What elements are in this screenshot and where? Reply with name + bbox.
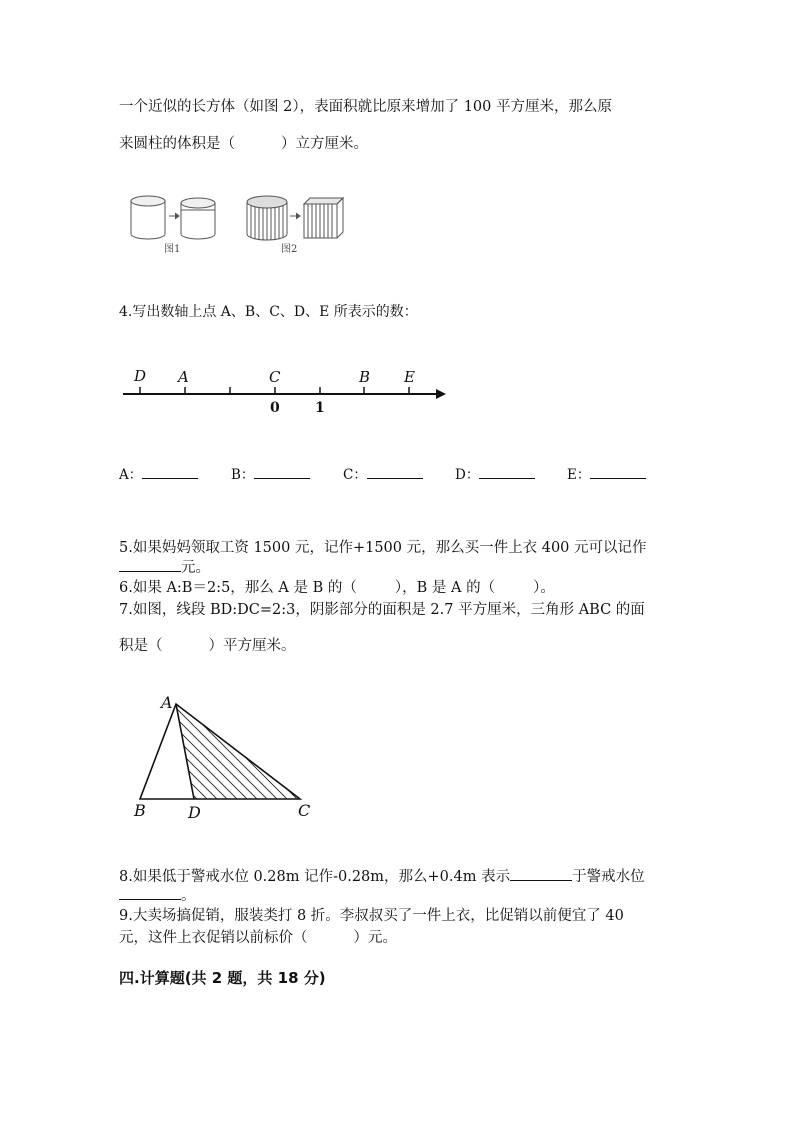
- q8-text-line1: 8.如果低于警戒水位 0.28m 记作-0.28m，那么+0.4m 表示 于警戒水位: [119, 866, 645, 887]
- q9-text-line1: 9.大卖场搞促销，服装类打 8 折。李叔叔买了一件上衣，比促销以前便宜了 40: [119, 908, 624, 924]
- point-label-d: D: [134, 367, 147, 385]
- point-label-b: B: [359, 368, 371, 386]
- section-title: 四.计算题(共 2 题，共 18 分): [119, 969, 326, 987]
- q5-text-line1: 5.如果妈妈领取工资 1500 元，记作+1500 元，那么买一件上衣 400 元可以记作: [119, 540, 647, 556]
- q3-text-line1: 一个近似的长方体（如图 2），表面积就比原来增加了 100 平方厘米，那么原: [119, 99, 612, 115]
- q6-text: 6.如果 A:B＝2:5，那么 A 是 B 的（ ），B 是 A 的（ ）。: [119, 580, 555, 596]
- q8-blank-2[interactable]: [119, 885, 181, 900]
- q7-text-line2: 积是（ ）平方厘米。: [119, 638, 296, 654]
- q8-text-line2: 。: [119, 885, 196, 906]
- answer-d: D：: [455, 463, 535, 483]
- vertex-label-c: C: [298, 801, 311, 820]
- number-line: [118, 362, 454, 422]
- q3-line2-after: ）立方厘米。: [281, 136, 368, 152]
- q3-line2-before: 来圆柱的体积是（: [119, 136, 235, 152]
- q4-prompt: 4.写出数轴上点 A、B、C、D、E 所表示的数：: [119, 304, 418, 320]
- answer-b-blank[interactable]: [254, 464, 310, 479]
- q3-text-line2: [119, 134, 368, 154]
- fig2-label: 图2: [281, 244, 298, 255]
- answer-e: E：: [567, 463, 646, 483]
- answer-a-blank[interactable]: [142, 464, 198, 479]
- answer-a: A：: [119, 463, 198, 483]
- q7-text-line1: 7.如图，线段 BD:DC=2:3，阴影部分的面积是 2.7 平方厘米，三角形 ABC 的面: [119, 602, 645, 618]
- vertex-label-d: D: [188, 803, 201, 822]
- answer-c-blank[interactable]: [367, 464, 423, 479]
- answer-d-blank[interactable]: [479, 464, 535, 479]
- answer-e-blank[interactable]: [590, 464, 646, 479]
- tick-label-one: 1: [315, 400, 325, 416]
- answer-b: B：: [231, 463, 310, 483]
- q5-blank[interactable]: [119, 557, 181, 572]
- cylinder-figure: [128, 190, 348, 260]
- fig1-label: 图1: [164, 244, 181, 255]
- triangle-figure: [128, 690, 328, 826]
- q9-text-line2: 元，这件上衣促销以前标价（ ）元。: [119, 930, 397, 946]
- point-label-a: A: [178, 368, 189, 386]
- point-label-c: C: [269, 368, 281, 386]
- q8-blank-1[interactable]: [510, 866, 572, 881]
- tick-label-zero: 0: [270, 400, 280, 416]
- point-label-e: E: [404, 368, 415, 386]
- answer-c: C：: [343, 463, 423, 483]
- vertex-label-b: B: [134, 801, 146, 820]
- q5-text-line2: 元。: [119, 557, 210, 578]
- vertex-label-a: A: [161, 693, 173, 712]
